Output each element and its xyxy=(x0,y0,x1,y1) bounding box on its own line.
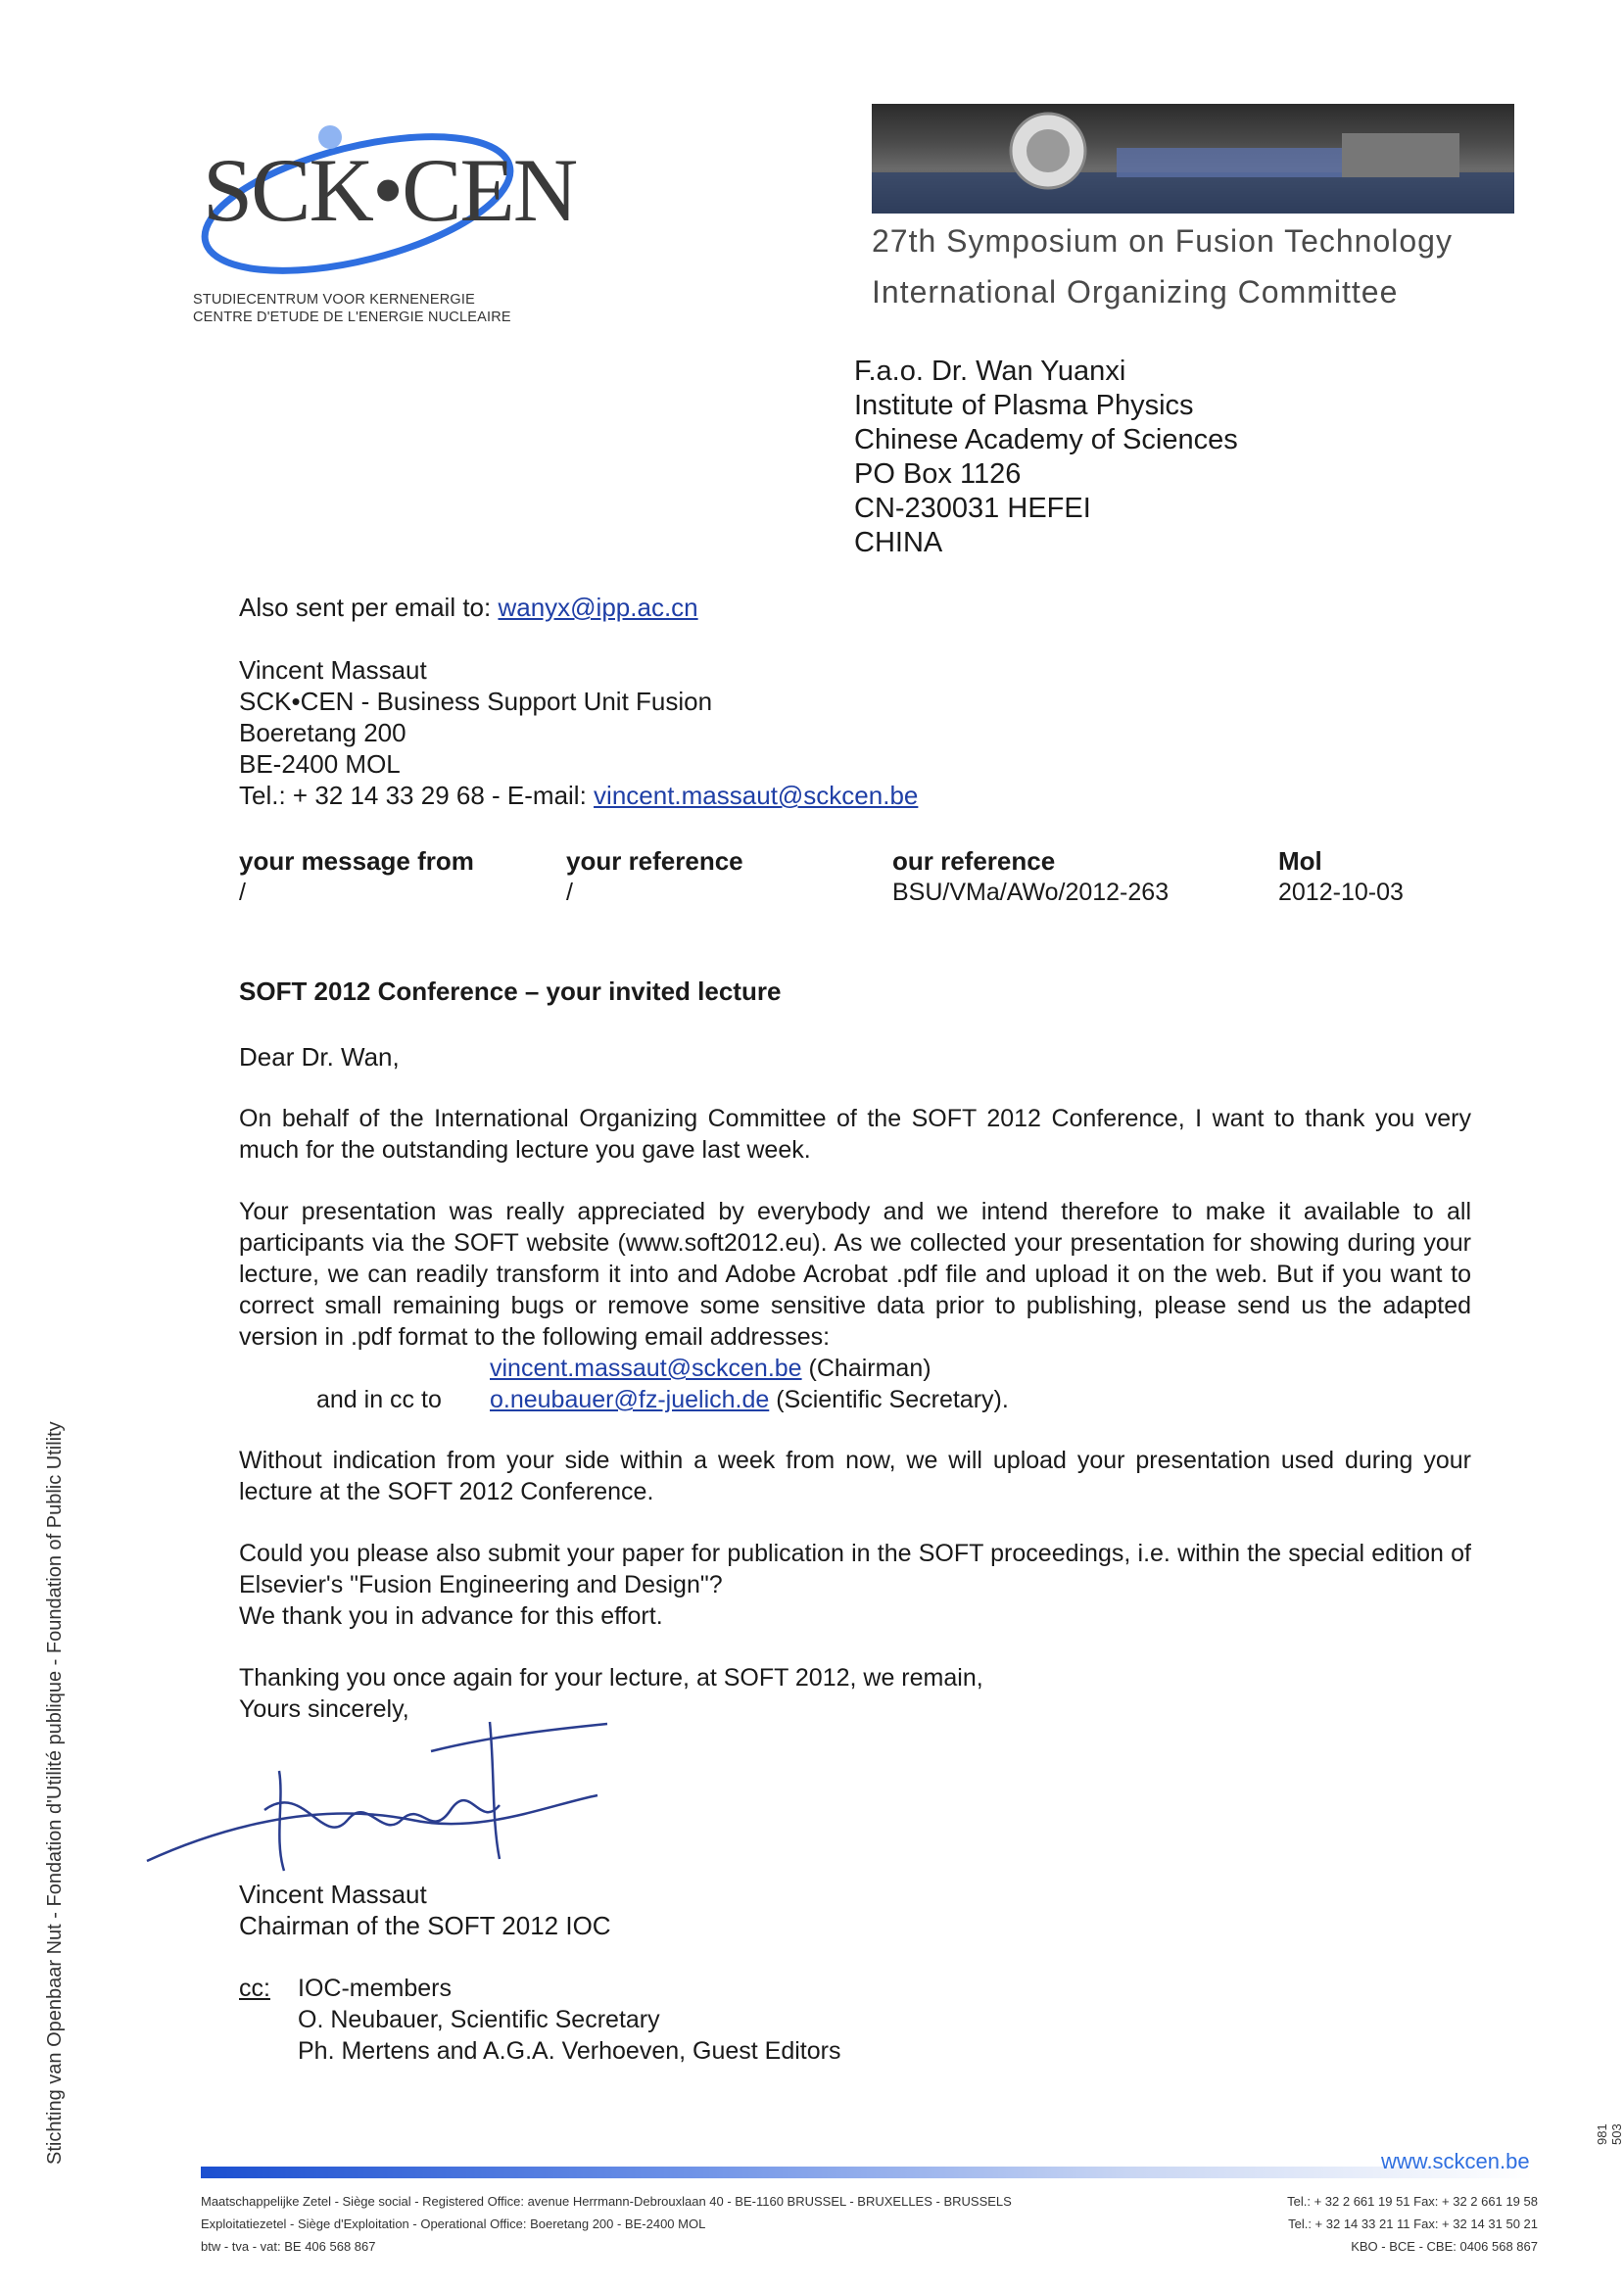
ref-your-reference xyxy=(566,846,743,908)
footer-tel-mol: Tel.: + 32 14 33 21 11 Fax: + 32 14 31 50 21 xyxy=(1288,2216,1538,2231)
closing-yours: Yours sincerely, xyxy=(239,1695,409,1723)
symposium-committee: International Organizing Committee xyxy=(872,274,1399,310)
cc-tag: cc: xyxy=(239,1975,270,2002)
closing-line: Thanking you once again for your lecture, at SOFT 2012, we remain, xyxy=(239,1664,983,1692)
sender-street: Boeretang 200 xyxy=(239,718,406,747)
recipient-line: CN-230031 HEFEI xyxy=(854,493,1091,524)
sender-contact-label: Tel.: + 32 14 33 29 68 - E-mail: xyxy=(239,781,595,810)
symposium-title: 27th Symposium on Fusion Technology xyxy=(872,223,1453,259)
ref-your-reference-value: / xyxy=(566,879,573,906)
logo-subtitle-french: CENTRE D'ETUDE DE L'ENERGIE NUCLEAIRE xyxy=(193,310,511,325)
letter-salutation: Dear Dr. Wan, xyxy=(239,1042,400,1072)
paragraph-thanks-advance: We thank you in advance for this effort. xyxy=(239,1602,663,1630)
ref-place-date xyxy=(1278,846,1404,908)
ref-your-reference-label: your reference xyxy=(566,846,743,876)
paragraph-upload: Without indication from your side within a week from now, we will upload your presentation used during your lecture at the SOFT 2012 Conference. xyxy=(239,1447,1471,1505)
ref-our-reference-value: BSU/VMa/AWo/2012-263 xyxy=(892,879,1170,906)
sender-email-link[interactable]: vincent.massaut@sckcen.be xyxy=(594,781,919,810)
footer-operational-office: Exploitatiezetel - Siège d'Exploitation - Operational Office: Boeretang 200 - BE-2400 MOL xyxy=(201,2216,706,2231)
sckcen-logo xyxy=(191,108,577,325)
logo-subtitle-dutch: STUDIECENTRUM VOOR KERNENERGIE xyxy=(193,292,475,308)
cc-list xyxy=(298,1973,840,2067)
symposium-banner-image xyxy=(872,104,1514,214)
footer-vat: btw - tva - vat: BE 406 568 867 xyxy=(201,2239,376,2254)
footer-address xyxy=(201,2190,1012,2258)
email-row-secretary xyxy=(490,1384,1009,1415)
cc-item: O. Neubauer, Scientific Secretary xyxy=(298,2006,660,2033)
cc-label: and in cc to xyxy=(316,1386,442,1413)
footer-contacts xyxy=(1287,2190,1538,2258)
cc-item: Ph. Mertens and A.G.A. Verhoeven, Guest Editors xyxy=(298,2037,841,2065)
recipient-email-link[interactable]: wanyx@ipp.ac.cn xyxy=(498,593,698,622)
recipient-line: PO Box 1126 xyxy=(854,458,1022,490)
paragraph-paper-request: Could you please also submit your paper for publication in the SOFT proceedings, i.e. within the special edition of Elsevier's "Fusion Engineering and Design"? xyxy=(239,1540,1471,1598)
banner-picture xyxy=(872,104,1514,214)
letter-subject: SOFT 2012 Conference – your invited lecture xyxy=(239,977,782,1006)
secretary-email-link[interactable]: o.neubauer@fz-juelich.de xyxy=(490,1386,770,1413)
recipient-line: F.a.o. Dr. Wan Yuanxi xyxy=(854,356,1126,387)
footer-gradient-bar xyxy=(201,2167,1533,2178)
ref-our-reference xyxy=(892,846,1169,908)
handwritten-signature xyxy=(137,1712,686,1879)
ref-your-message-value: / xyxy=(239,879,246,906)
email-note xyxy=(239,592,698,623)
recipient-line: CHINA xyxy=(854,527,943,558)
recipient-line: Chinese Academy of Sciences xyxy=(854,424,1238,455)
footer-website[interactable]: www.sckcen.be xyxy=(1381,2149,1530,2173)
ref-date-value: 2012-10-03 xyxy=(1278,879,1404,906)
signatory-name: Vincent Massaut xyxy=(239,1880,427,1909)
sender-city: BE-2400 MOL xyxy=(239,749,401,779)
footer-registered-office: Maatschappelijke Zetel - Siège social - Registered Office: avenue Herrmann-Debrouxlaan 40 - BE-1160 BRUSSEL - BRUXELLES - BRUSSELS xyxy=(201,2194,1012,2209)
ref-our-reference-label: our reference xyxy=(892,846,1056,876)
paragraph-thanks: On behalf of the International Organizing Committee of the SOFT 2012 Conference, I want to thank you very much for the outstanding lecture you gave last week. xyxy=(239,1105,1471,1164)
recipient-address xyxy=(854,355,1238,560)
document-code: 981 503 xyxy=(1595,2123,1624,2145)
foundation-vertical-text: Stichting van Openbaar Nut - Fondation d'Utilité publique - Foundation of Public Utility xyxy=(44,1421,66,2165)
ref-your-message xyxy=(239,846,474,908)
email-row-chairman xyxy=(490,1353,931,1384)
sender-block xyxy=(239,654,918,811)
secretary-role: (Scientific Secretary). xyxy=(769,1386,1009,1413)
sender-unit: SCK•CEN - Business Support Unit Fusion xyxy=(239,687,713,716)
logo-wordmark: SCK•CEN xyxy=(203,140,577,240)
paragraph-presentation: Your presentation was really appreciated by everybody and we intend therefore to make it available to all participants via the SOFT website (www.soft2012.eu). As we collected your presentation for showing during your lecture, we can readily transform it into and Adobe Acrobat .pdf file and upload it on the web. But if you want to correct small remaining bugs or remove some sensitive data prior to publishing, please send us the adapted version in .pdf format to the following email addresses: xyxy=(239,1198,1471,1351)
footer-tel-brussels: Tel.: + 32 2 661 19 51 Fax: + 32 2 661 19 58 xyxy=(1287,2194,1538,2209)
chairman-email-link[interactable]: vincent.massaut@sckcen.be xyxy=(490,1355,802,1382)
cc-item: IOC-members xyxy=(298,1975,452,2002)
ref-place-label: Mol xyxy=(1278,846,1322,876)
ref-your-message-label: your message from xyxy=(239,846,474,876)
email-note-label: Also sent per email to: xyxy=(239,593,499,622)
sender-name: Vincent Massaut xyxy=(239,655,427,685)
footer-kbo: KBO - BCE - CBE: 0406 568 867 xyxy=(1351,2239,1538,2254)
recipient-line: Institute of Plasma Physics xyxy=(854,390,1194,421)
chairman-role: (Chairman) xyxy=(801,1355,931,1382)
signatory-title: Chairman of the SOFT 2012 IOC xyxy=(239,1911,611,1940)
